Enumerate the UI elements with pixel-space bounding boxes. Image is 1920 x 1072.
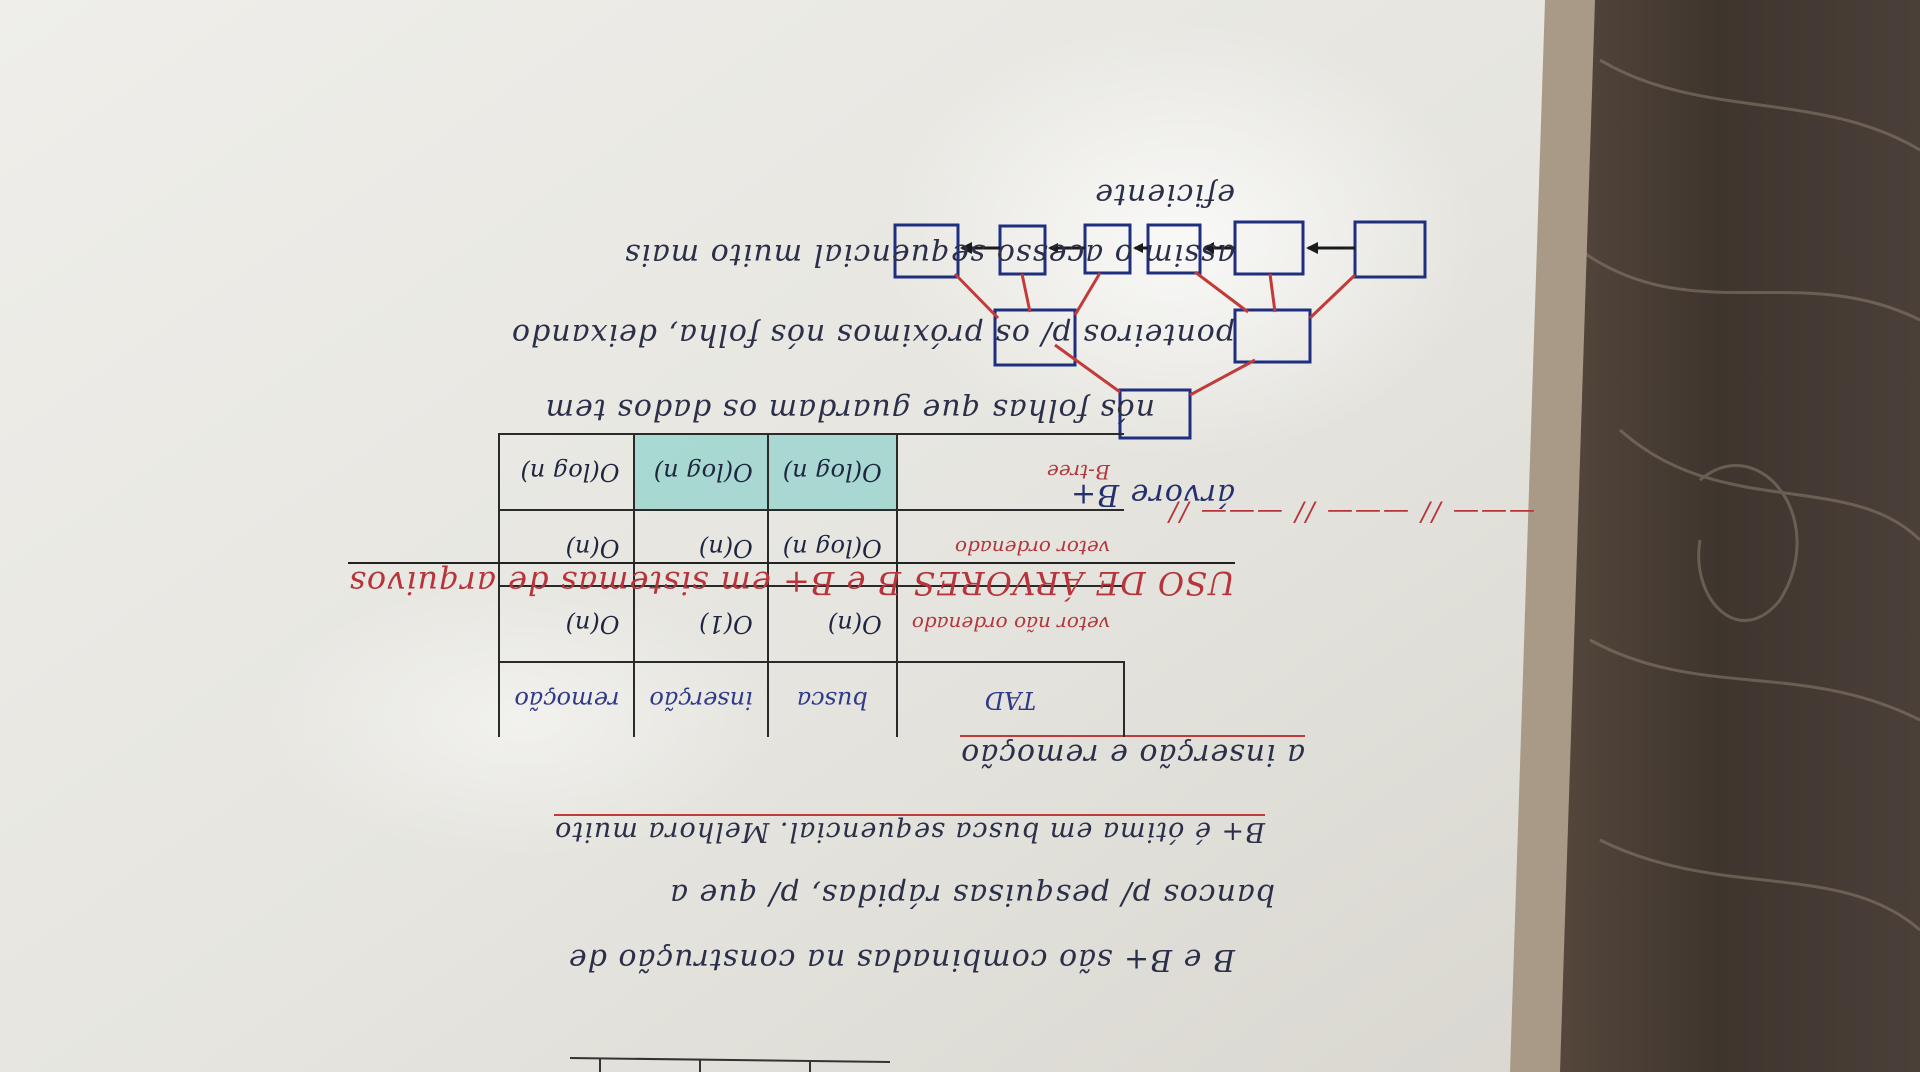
bottom-note-1: árvore B+ <box>1069 477 1235 512</box>
table-cell: O(1) <box>634 586 767 662</box>
table-row-label: vetor não ordenado <box>897 586 1124 662</box>
section-separator: ——— // ——— // ——— // <box>1167 497 1535 527</box>
table-header-tad: TAD <box>897 662 1124 737</box>
section-title: USO DE ÁRVORES B e B+ em sistemas de arquivos <box>348 564 1235 602</box>
table-row-label: B-tree <box>897 434 1124 510</box>
table-cell-highlighted: O(log n) <box>634 434 767 510</box>
table-cell-highlighted: O(log n) <box>768 434 897 510</box>
table-header-busca: busca <box>768 662 897 737</box>
table-row-label: vetor ordenado <box>897 510 1124 586</box>
table-header-insercao: inserção <box>634 662 767 737</box>
table-header-remocao: remoção <box>499 662 634 737</box>
note-line-1: B e B+ são combinadas na construção de <box>567 942 1235 977</box>
note-line-2: bancos p/ pesquisas rápidas, p/ que a <box>669 877 1275 912</box>
bottom-note-3: ponteiros p/ os próximos nós folha, deixando <box>510 317 1235 352</box>
table-cell: O(n) <box>499 586 634 662</box>
table-cell: O(log n) <box>499 434 634 510</box>
note-line-4: a inserção e remoção <box>960 737 1305 772</box>
table-cell: O(n) <box>499 510 634 586</box>
table-cell: O(n) <box>768 586 897 662</box>
table-header-row <box>499 662 1124 737</box>
table-cell: O(n) <box>634 510 767 586</box>
bottom-note-2: nós folhas que guardam os dados tem <box>544 392 1155 427</box>
note-line-3: B+ é ótima em busca sequencial. Melhora muito <box>554 816 1265 847</box>
bottom-note-4: assim o acesso sequencial muito mais <box>623 237 1235 272</box>
bottom-note-5: eficiente <box>1094 177 1235 212</box>
table-cell: O(log n) <box>768 510 897 586</box>
